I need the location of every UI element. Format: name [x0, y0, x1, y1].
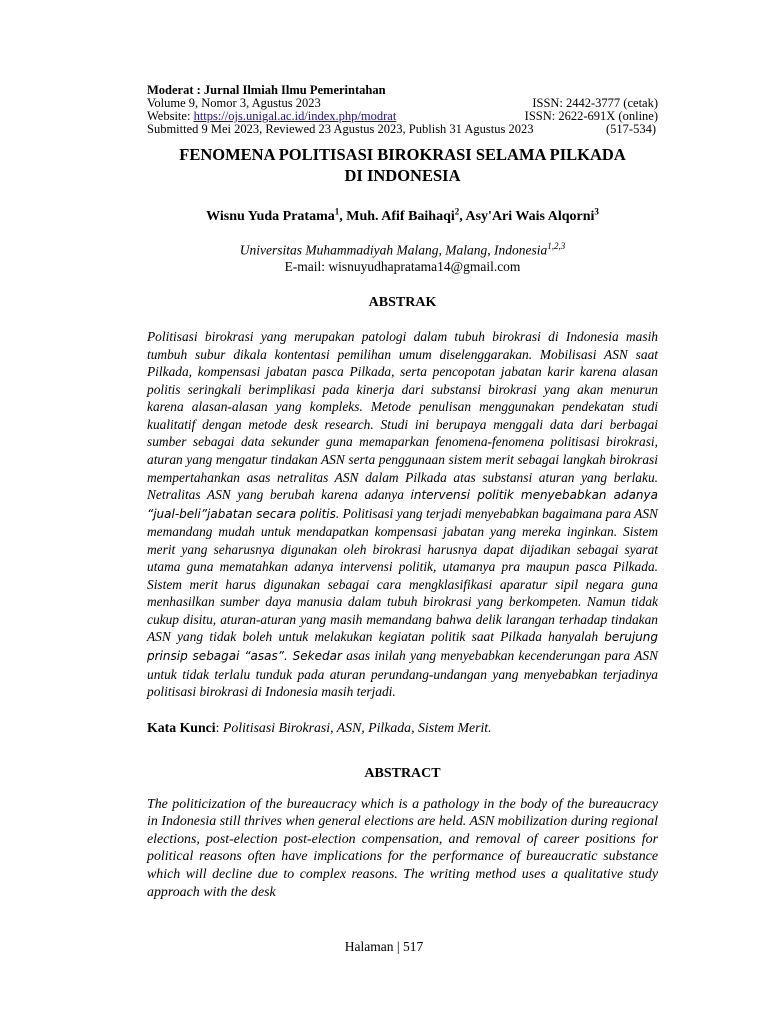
author-superscript: 1 — [334, 206, 340, 216]
keywords-text: Politisasi Birokrasi, ASN, Pilkada, Sistem Merit. — [222, 719, 492, 735]
issn-online: ISSN: 2622-691X (online) — [524, 109, 658, 123]
author-separator: , — [459, 208, 466, 224]
abstrak-text-part-3: . Politisasi yang terjadi menyebabkan bagaimana para ASN memandang mudah untuk mendapatkan kompensasi jabatan yang mereka inginkan. Sistem merit yang seharusnya digunakan oleh birokrasi harusnya dapat dijadikan sebagai syarat utama guna mematahkan adanya intervensi politik, utamanya pra maupun pasca Pilkada. Sistem merit harus digunakan sebagai cara mengklasifikasi aparatur sipil negara guna menhasilkan sumber daya manusia dalam tubuh birokrasi yang berkompeten. Namun tidak cukup disitu, aturan-aturan yang masih memandang bahwa delik larangan terhadap tindakan ASN yang tidak boleh untuk melakukan kegiatan politik saat Pilkada hanyalah — [147, 505, 658, 645]
paper-title — [147, 144, 658, 186]
author-email: E-mail: wisnuyudhapratama14@gmail.com — [284, 259, 521, 275]
abstrak-text-part-1: Politisasi birokrasi yang merupakan patologi dalam tubuh birokrasi di Indonesia masih tumbuh subur dikala kontentasi pemilihan umum diselenggarakan. Mobilisasi ASN saat Pilkada, kompensasi jabatan pasca Pilkada, serta pencopotan jabatan karir karena alasan politis seringkali berimplikasi pada kinerja dari substansi birokrasi yang akan menurun karena alasan-alasan yang kompleks. Metode penulisan menggunakan pendekatan studi kualitatif dengan metode desk research. Studi ini berupaya menggali data dari berbagai sumber sebagai data sekunder guna memaparkan fenomena-fenomena politisasi birokrasi, aturan yang mengatur tindakan ASN serta penggunaan sistem merit sebagai langkah birokrasi mempertahankan asas netralitas ASN dalam Pilkada atas substansi aturan yang berlaku. Netralitas ASN yang berubah karena adanya — [147, 329, 658, 503]
keywords-label: Kata Kunci — [147, 719, 216, 735]
page-footer: Halaman | 517 — [344, 939, 424, 954]
abstrak-body — [147, 328, 658, 700]
affiliation — [147, 238, 658, 276]
page-range: (517-534) — [606, 122, 656, 136]
institution-line — [147, 238, 658, 259]
title-line-1: FENOMENA POLITISASI BIROKRASI SELAMA PILKADA — [179, 145, 626, 164]
author-name: Asy'Ari Wais Alqorni — [465, 208, 595, 224]
submission-dates: Submitted 9 Mei 2023, Reviewed 23 Agustus 2023, Publish 31 Agustus 2023 — [147, 122, 534, 136]
abstrak-text-part-4: berujung prinsip sebagai “asas”. Sekedar — [147, 630, 658, 663]
abstrak-text-part-2: intervensi politik menyebabkan adanya “jual-beli”jabatan secara politis — [147, 488, 658, 521]
author-name: Muh. Afif Baihaqi — [346, 208, 455, 224]
website-link[interactable]: https://ojs.unigal.ac.id/index.php/modrat — [193, 109, 397, 123]
issn-print: ISSN: 2442-3777 (cetak) — [532, 96, 658, 110]
institution: Universitas Muhammadiyah Malang, Malang, Indonesia — [239, 242, 548, 258]
title-line-2: DI INDONESIA — [344, 166, 461, 185]
keywords — [147, 719, 658, 737]
paper-page — [147, 84, 658, 901]
journal-name: Moderat : Jurnal Ilmiah Ilmu Pemerintahan — [147, 83, 386, 97]
journal-header — [147, 84, 658, 136]
website-label: Website: — [147, 109, 194, 123]
abstract-heading: ABSTRACT — [364, 765, 441, 781]
header-row-dates — [147, 123, 658, 136]
author-superscript: 2 — [454, 206, 460, 216]
abstrak-text-part-5: asas inilah yang menyebabkan kecenderungan para ASN untuk tidak terlalu tunduk pada aturan perundang-undangan yang menyebabkan terjadinya politisasi birokrasi di Indonesia masih terjadi. — [147, 648, 659, 700]
keywords-separator: : — [215, 719, 223, 735]
author-separator: , — [339, 208, 347, 224]
author-1 — [206, 206, 347, 224]
author-superscript: 3 — [594, 206, 599, 216]
author-2 — [346, 206, 466, 224]
affiliation-superscript: 1,2,3 — [547, 240, 566, 251]
abstrak-heading: ABSTRAK — [368, 295, 437, 311]
author-name: Wisnu Yuda Pratama — [206, 208, 335, 224]
author-list — [147, 202, 658, 226]
volume-info: Volume 9, Nomor 3, Agustus 2023 — [147, 96, 321, 110]
author-3 — [465, 206, 599, 224]
abstract-body: The politicization of the bureaucracy which is a pathology in the body of the bureaucracy in Indonesia still thrives when general elections are held. ASN mobilization during regional elections, post-election post-election compensation, and removal of career positions for political reasons often have implications for the performance of bureaucratic substance which will decline due to complex reasons. The writing method uses a qualitative study approach with the desk — [147, 796, 658, 900]
